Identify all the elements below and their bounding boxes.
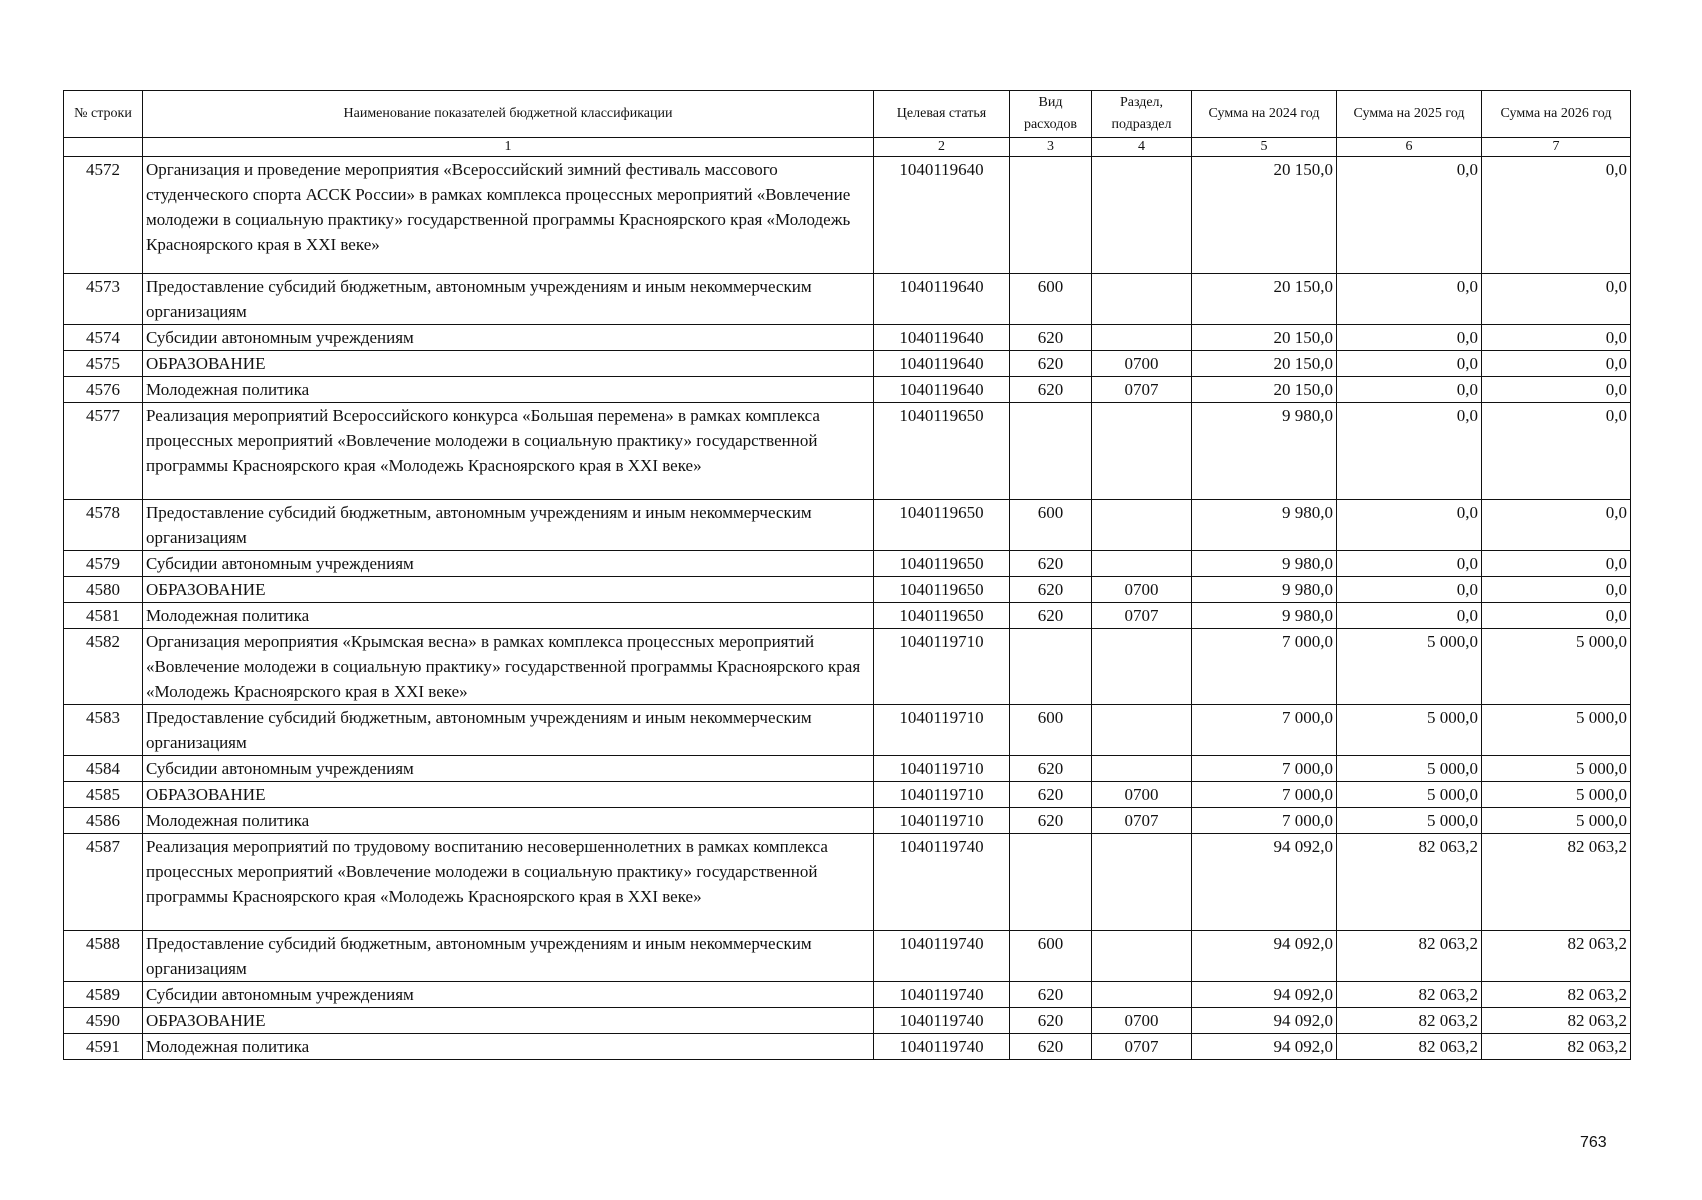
row-sum-2025-cell: 0,0 [1337,603,1482,629]
table-row [64,325,1631,351]
row-target-cell: 1040119650 [874,500,1010,551]
row-sum-2024-cell: 7 000,0 [1192,808,1337,834]
row-name-cell: Реализация мероприятий по трудовому воспитанию несовершеннолетних в рамках комплекса процессных мероприятий «Вовлечение молодежи в социальную практику» государственной программы Красноярского края «Молодежь Красноярского края в XXI веке» [143,834,874,931]
row-section-cell [1092,500,1192,551]
table-row [64,157,1631,274]
row-sum-2024-cell: 7 000,0 [1192,782,1337,808]
row-target-cell: 1040119650 [874,603,1010,629]
row-sum-2026-cell: 0,0 [1482,577,1631,603]
row-name-cell: Предоставление субсидий бюджетным, автономным учреждениям и иным некоммерческим организациям [143,705,874,756]
row-target-cell: 1040119740 [874,931,1010,982]
row-sum-2025-cell: 0,0 [1337,157,1482,274]
row-expense-type-cell: 620 [1010,551,1092,577]
row-sum-2024-cell: 7 000,0 [1192,629,1337,705]
table-row [64,982,1631,1008]
row-name-cell: ОБРАЗОВАНИЕ [143,351,874,377]
row-target-cell: 1040119740 [874,1008,1010,1034]
header-sum-2024: Сумма на 2024 год [1192,91,1337,138]
table-row [64,756,1631,782]
column-number: 7 [1482,138,1631,157]
row-sum-2024-cell: 7 000,0 [1192,705,1337,756]
row-section-cell: 0707 [1092,603,1192,629]
row-sum-2025-cell: 82 063,2 [1337,1008,1482,1034]
row-sum-2025-cell: 5 000,0 [1337,782,1482,808]
table-row [64,377,1631,403]
row-number-cell: 4587 [64,834,143,931]
table-row [64,1034,1631,1060]
row-number-cell: 4575 [64,351,143,377]
row-target-cell: 1040119650 [874,403,1010,500]
table-row [64,808,1631,834]
table-row [64,403,1631,500]
row-sum-2024-cell: 94 092,0 [1192,931,1337,982]
row-section-cell [1092,834,1192,931]
row-name-cell: Предоставление субсидий бюджетным, автономным учреждениям и иным некоммерческим организациям [143,274,874,325]
row-name-cell: Организация мероприятия «Крымская весна» в рамках комплекса процессных мероприятий «Вовлечение молодежи в социальную практику» государственной программы Красноярского края «Молодежь Красноярского края в XXI веке» [143,629,874,705]
row-sum-2025-cell: 0,0 [1337,577,1482,603]
row-sum-2025-cell: 0,0 [1337,403,1482,500]
row-sum-2025-cell: 5 000,0 [1337,705,1482,756]
row-target-cell: 1040119650 [874,551,1010,577]
row-expense-type-cell: 620 [1010,982,1092,1008]
header-row-no: № строки [64,91,143,138]
header-expense-type: Вид расходов [1010,91,1092,138]
row-expense-type-cell [1010,834,1092,931]
row-expense-type-cell: 620 [1010,325,1092,351]
column-number: 1 [143,138,874,157]
row-name-cell: Субсидии автономным учреждениям [143,756,874,782]
row-section-cell [1092,931,1192,982]
row-expense-type-cell: 620 [1010,377,1092,403]
row-expense-type-cell: 620 [1010,351,1092,377]
row-target-cell: 1040119710 [874,782,1010,808]
row-sum-2024-cell: 94 092,0 [1192,834,1337,931]
row-sum-2025-cell: 0,0 [1337,325,1482,351]
row-name-cell: ОБРАЗОВАНИЕ [143,577,874,603]
row-sum-2026-cell: 5 000,0 [1482,629,1631,705]
row-sum-2026-cell: 82 063,2 [1482,931,1631,982]
row-name-cell: Реализация мероприятий Всероссийского конкурса «Большая перемена» в рамках комплекса процессных мероприятий «Вовлечение молодежи в социальную практику» государственной программы Красноярского края «Молодежь Красноярского края в XXI веке» [143,403,874,500]
row-sum-2026-cell: 5 000,0 [1482,705,1631,756]
row-expense-type-cell: 600 [1010,274,1092,325]
budget-table [63,90,1631,1060]
row-sum-2025-cell: 5 000,0 [1337,629,1482,705]
column-number: 2 [874,138,1010,157]
row-name-cell: Субсидии автономным учреждениям [143,325,874,351]
row-section-cell: 0700 [1092,1008,1192,1034]
row-target-cell: 1040119710 [874,705,1010,756]
row-name-cell: Молодежная политика [143,808,874,834]
row-number-cell: 4578 [64,500,143,551]
table-row [64,274,1631,325]
header-row [64,91,1631,138]
row-target-cell: 1040119710 [874,808,1010,834]
row-section-cell [1092,403,1192,500]
row-number-cell: 4585 [64,782,143,808]
row-sum-2025-cell: 5 000,0 [1337,756,1482,782]
row-target-cell: 1040119640 [874,157,1010,274]
row-expense-type-cell [1010,157,1092,274]
row-section-cell [1092,274,1192,325]
row-sum-2026-cell: 82 063,2 [1482,1034,1631,1060]
row-expense-type-cell [1010,629,1092,705]
row-sum-2024-cell: 9 980,0 [1192,603,1337,629]
row-sum-2024-cell: 20 150,0 [1192,377,1337,403]
row-target-cell: 1040119740 [874,982,1010,1008]
row-name-cell: Молодежная политика [143,1034,874,1060]
row-target-cell: 1040119640 [874,325,1010,351]
row-sum-2024-cell: 20 150,0 [1192,157,1337,274]
row-section-cell [1092,551,1192,577]
row-expense-type-cell: 620 [1010,577,1092,603]
row-target-cell: 1040119710 [874,629,1010,705]
column-number: 3 [1010,138,1092,157]
row-section-cell: 0707 [1092,377,1192,403]
row-sum-2026-cell: 5 000,0 [1482,808,1631,834]
table-row [64,500,1631,551]
row-sum-2026-cell: 0,0 [1482,500,1631,551]
row-sum-2024-cell: 94 092,0 [1192,1008,1337,1034]
row-number-cell: 4581 [64,603,143,629]
column-number: 6 [1337,138,1482,157]
row-number-cell: 4579 [64,551,143,577]
row-sum-2024-cell: 20 150,0 [1192,325,1337,351]
row-section-cell: 0700 [1092,782,1192,808]
row-name-cell: Молодежная политика [143,603,874,629]
header-section: Раздел, подраздел [1092,91,1192,138]
row-sum-2025-cell: 0,0 [1337,351,1482,377]
table-row [64,1008,1631,1034]
row-expense-type-cell: 600 [1010,705,1092,756]
row-sum-2026-cell: 0,0 [1482,157,1631,274]
row-section-cell: 0707 [1092,808,1192,834]
row-number-cell: 4591 [64,1034,143,1060]
row-sum-2025-cell: 0,0 [1337,551,1482,577]
row-number-cell: 4573 [64,274,143,325]
row-section-cell [1092,629,1192,705]
header-target: Целевая статья [874,91,1010,138]
row-sum-2025-cell: 0,0 [1337,274,1482,325]
row-sum-2026-cell: 0,0 [1482,325,1631,351]
row-expense-type-cell: 600 [1010,931,1092,982]
header-name: Наименование показателей бюджетной классификации [143,91,874,138]
row-sum-2024-cell: 9 980,0 [1192,577,1337,603]
row-number-cell: 4580 [64,577,143,603]
row-sum-2024-cell: 94 092,0 [1192,982,1337,1008]
table-body [64,157,1631,1060]
row-section-cell [1092,157,1192,274]
table-row [64,551,1631,577]
row-number-cell: 4582 [64,629,143,705]
row-sum-2024-cell: 20 150,0 [1192,274,1337,325]
table-row [64,351,1631,377]
column-number [64,138,143,157]
row-sum-2024-cell: 20 150,0 [1192,351,1337,377]
row-name-cell: ОБРАЗОВАНИЕ [143,782,874,808]
row-expense-type-cell: 600 [1010,500,1092,551]
row-sum-2024-cell: 9 980,0 [1192,500,1337,551]
row-number-cell: 4589 [64,982,143,1008]
row-expense-type-cell: 620 [1010,808,1092,834]
row-name-cell: Организация и проведение мероприятия «Всероссийский зимний фестиваль массового студенческого спорта АССК России» в рамках комплекса процессных мероприятий «Вовлечение молодежи в социальную практику» государственной программы Красноярского края «Молодежь Красноярского края в XXI веке» [143,157,874,274]
row-section-cell: 0700 [1092,351,1192,377]
row-sum-2026-cell: 82 063,2 [1482,982,1631,1008]
row-target-cell: 1040119640 [874,377,1010,403]
row-expense-type-cell: 620 [1010,782,1092,808]
row-section-cell: 0700 [1092,577,1192,603]
row-sum-2026-cell: 0,0 [1482,603,1631,629]
row-sum-2025-cell: 0,0 [1337,377,1482,403]
row-number-cell: 4576 [64,377,143,403]
row-target-cell: 1040119640 [874,274,1010,325]
row-sum-2026-cell: 0,0 [1482,403,1631,500]
row-number-cell: 4588 [64,931,143,982]
row-expense-type-cell: 620 [1010,603,1092,629]
table-row [64,629,1631,705]
row-sum-2024-cell: 7 000,0 [1192,756,1337,782]
row-number-cell: 4590 [64,1008,143,1034]
row-sum-2026-cell: 0,0 [1482,551,1631,577]
row-section-cell [1092,705,1192,756]
row-number-cell: 4586 [64,808,143,834]
row-target-cell: 1040119710 [874,756,1010,782]
row-name-cell: Субсидии автономным учреждениям [143,551,874,577]
table-row [64,577,1631,603]
row-expense-type-cell: 620 [1010,1034,1092,1060]
row-sum-2024-cell: 9 980,0 [1192,403,1337,500]
row-sum-2026-cell: 0,0 [1482,274,1631,325]
row-sum-2026-cell: 82 063,2 [1482,834,1631,931]
column-number: 5 [1192,138,1337,157]
page-number: 763 [1580,1134,1607,1151]
row-number-cell: 4574 [64,325,143,351]
row-expense-type-cell [1010,403,1092,500]
table-row [64,834,1631,931]
row-target-cell: 1040119740 [874,834,1010,931]
row-sum-2025-cell: 82 063,2 [1337,931,1482,982]
table-row [64,931,1631,982]
row-number-cell: 4572 [64,157,143,274]
row-sum-2025-cell: 82 063,2 [1337,982,1482,1008]
table-row [64,705,1631,756]
table-row [64,603,1631,629]
row-sum-2026-cell: 5 000,0 [1482,756,1631,782]
row-target-cell: 1040119640 [874,351,1010,377]
row-number-cell: 4577 [64,403,143,500]
row-name-cell: Молодежная политика [143,377,874,403]
header-sum-2025: Сумма на 2025 год [1337,91,1482,138]
row-sum-2026-cell: 82 063,2 [1482,1008,1631,1034]
row-expense-type-cell: 620 [1010,756,1092,782]
column-number: 4 [1092,138,1192,157]
row-sum-2024-cell: 9 980,0 [1192,551,1337,577]
row-target-cell: 1040119740 [874,1034,1010,1060]
row-sum-2025-cell: 0,0 [1337,500,1482,551]
row-section-cell [1092,982,1192,1008]
row-sum-2026-cell: 0,0 [1482,377,1631,403]
row-target-cell: 1040119650 [874,577,1010,603]
row-name-cell: Субсидии автономным учреждениям [143,982,874,1008]
row-sum-2026-cell: 0,0 [1482,351,1631,377]
row-section-cell: 0707 [1092,1034,1192,1060]
row-section-cell [1092,756,1192,782]
row-name-cell: Предоставление субсидий бюджетным, автономным учреждениям и иным некоммерческим организациям [143,500,874,551]
row-name-cell: ОБРАЗОВАНИЕ [143,1008,874,1034]
row-number-cell: 4584 [64,756,143,782]
row-sum-2026-cell: 5 000,0 [1482,782,1631,808]
row-name-cell: Предоставление субсидий бюджетным, автономным учреждениям и иным некоммерческим организациям [143,931,874,982]
row-sum-2024-cell: 94 092,0 [1192,1034,1337,1060]
row-sum-2025-cell: 82 063,2 [1337,1034,1482,1060]
row-sum-2025-cell: 5 000,0 [1337,808,1482,834]
row-number-cell: 4583 [64,705,143,756]
table-row [64,782,1631,808]
row-section-cell [1092,325,1192,351]
header-sum-2026: Сумма на 2026 год [1482,91,1631,138]
column-number-row [64,138,1631,157]
row-expense-type-cell: 620 [1010,1008,1092,1034]
row-sum-2025-cell: 82 063,2 [1337,834,1482,931]
